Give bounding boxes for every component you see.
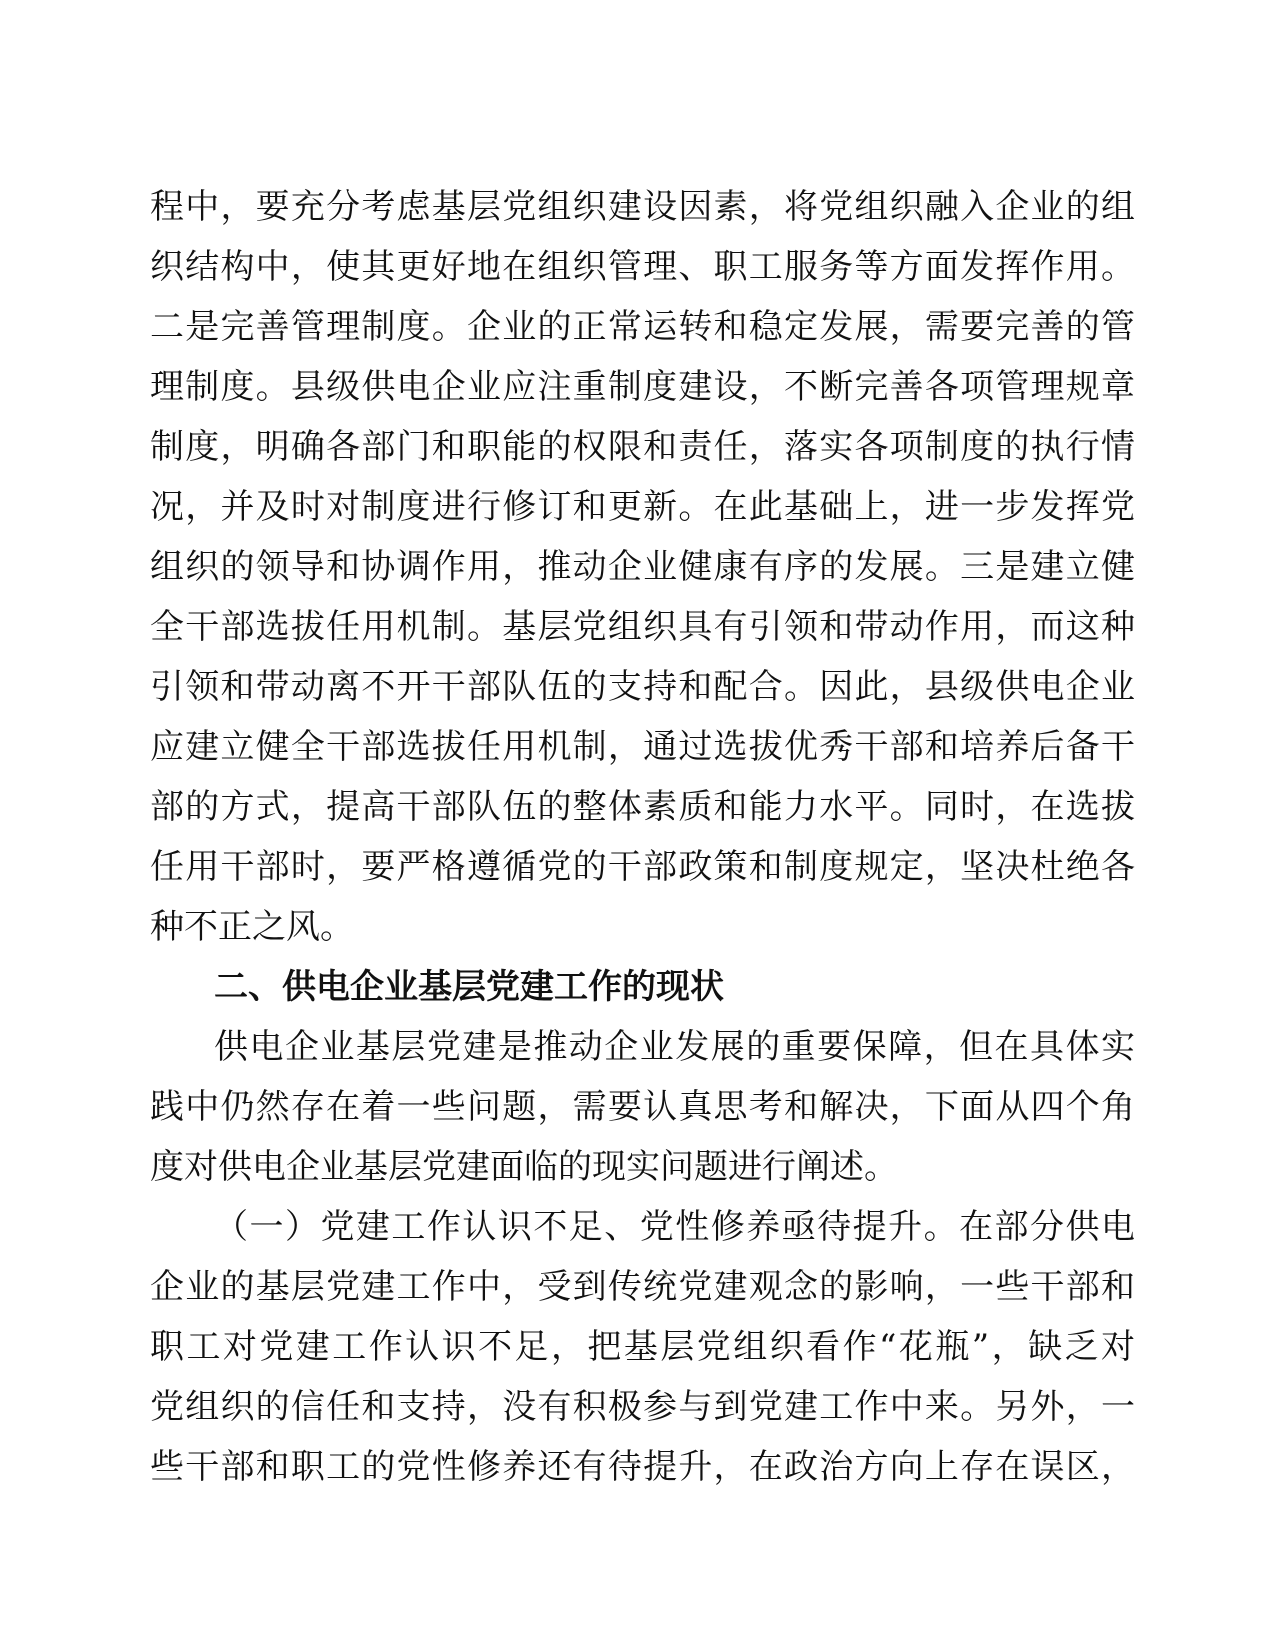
text-line: 二是完善管理制度。企业的正常运转和稳定发展，需要完善的管 <box>150 307 1135 347</box>
text-line: 践中仍然存在着一些问题，需要认真思考和解决，下面从四个角 <box>150 1087 1135 1127</box>
text-line: 制度，明确各部门和职能的权限和责任，落实各项制度的执行情 <box>150 427 1135 467</box>
text-line: 理制度。县级供电企业应注重制度建设，不断完善各项管理规章 <box>150 367 1135 407</box>
text-line: 织结构中，使其更好地在组织管理、职工服务等方面发挥作用。 <box>150 247 1135 287</box>
text-line: 全干部选拔任用机制。基层党组织具有引领和带动作用，而这种 <box>150 607 1135 647</box>
text-line: 种不正之风。 <box>150 907 354 947</box>
document-page <box>150 177 1135 1497</box>
text-line: 些干部和职工的党性修养还有待提升，在政治方向上存在误区， <box>150 1447 1135 1487</box>
text-line: 况，并及时对制度进行修订和更新。在此基础上，进一步发挥党 <box>150 487 1135 527</box>
text-line: 组织的领导和协调作用，推动企业健康有序的发展。三是建立健 <box>150 547 1135 587</box>
text-line: 部的方式，提高干部队伍的整体素质和能力水平。同时，在选拔 <box>150 787 1135 827</box>
text-line: 职工对党建工作认识不足，把基层党组织看作“花瓶”，缺乏对 <box>150 1327 1135 1367</box>
text-line: 度对供电企业基层党建面临的现实问题进行阐述。 <box>150 1147 898 1187</box>
section-heading: 二、供电企业基层党建工作的现状 <box>214 967 724 1007</box>
paragraph-3 <box>150 1197 1135 1497</box>
text-line: 程中，要充分考虑基层党组织建设因素，将党组织融入企业的组 <box>150 187 1135 227</box>
text-line: 任用干部时，要严格遵循党的干部政策和制度规定，坚决杜绝各 <box>150 847 1135 887</box>
paragraph-1 <box>150 177 1135 957</box>
text-line: 应建立健全干部选拔任用机制，通过选拔优秀干部和培养后备干 <box>150 727 1135 767</box>
text-line: 供电企业基层党建是推动企业发展的重要保障，但在具体实 <box>214 1027 1135 1067</box>
text-line: 引领和带动离不开干部队伍的支持和配合。因此，县级供电企业 <box>150 667 1135 707</box>
paragraph-2 <box>150 1017 1135 1197</box>
text-line: 企业的基层党建工作中，受到传统党建观念的影响，一些干部和 <box>150 1267 1135 1307</box>
text-line: （一）党建工作认识不足、党性修养亟待提升。在部分供电 <box>214 1207 1135 1247</box>
text-line: 党组织的信任和支持，没有积极参与到党建工作中来。另外，一 <box>150 1387 1135 1427</box>
